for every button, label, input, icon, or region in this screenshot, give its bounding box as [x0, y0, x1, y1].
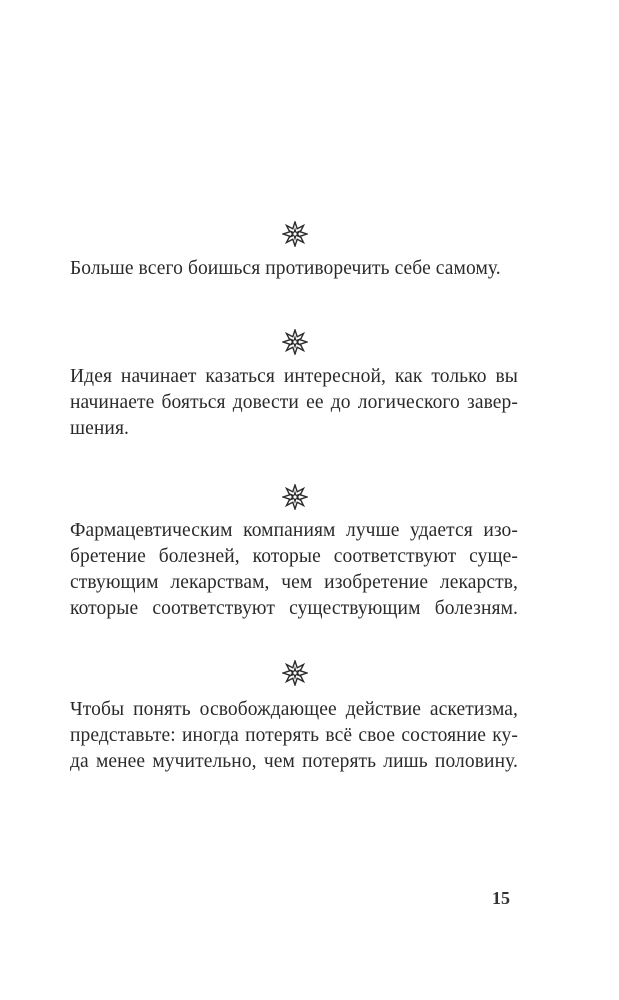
aphorism-3-line-2: бретение болезней, которые соответствуют суще-: [70, 546, 518, 567]
aphorism-4-line-1: Чтобы понять освобождающее действие аскетизма,: [70, 699, 518, 720]
eight-pointed-star-icon: [282, 221, 308, 247]
aphorism-2: [70, 364, 518, 442]
eight-pointed-star-icon: [282, 329, 308, 355]
aphorism-4: [70, 697, 518, 775]
aphorism-3: [70, 518, 518, 622]
aphorism-1-line-1: Больше всего боишься противоречить себе самому.: [70, 258, 501, 279]
star-ornament-icon: [282, 329, 308, 355]
eight-pointed-star-icon: [282, 660, 308, 686]
star-ornament-icon: [282, 221, 308, 247]
eight-pointed-star-icon: [282, 484, 308, 510]
aphorism-3-line-3: ствующим лекарствам, чем изобретение лекарств,: [70, 572, 518, 593]
page-number: 15: [492, 888, 510, 908]
star-ornament-icon: [282, 660, 308, 686]
aphorism-2-line-3: шения.: [70, 418, 129, 439]
aphorism-2-line-1: Идея начинает казаться интересной, как только вы: [70, 366, 518, 387]
aphorism-3-line-4: которые соответствуют существующим болезням.: [70, 598, 518, 619]
aphorism-4-line-3: да менее мучительно, чем потерять лишь половину.: [70, 751, 518, 772]
aphorism-2-line-2: начинаете бояться довести ее до логического завер-: [70, 392, 518, 413]
aphorism-3-line-1: Фармацевтическим компаниям лучше удается изо-: [70, 520, 518, 541]
aphorism-1: [70, 256, 518, 282]
aphorism-4-line-2: представьте: иногда потерять всё свое состояние ку-: [70, 725, 518, 746]
star-ornament-icon: [282, 484, 308, 510]
